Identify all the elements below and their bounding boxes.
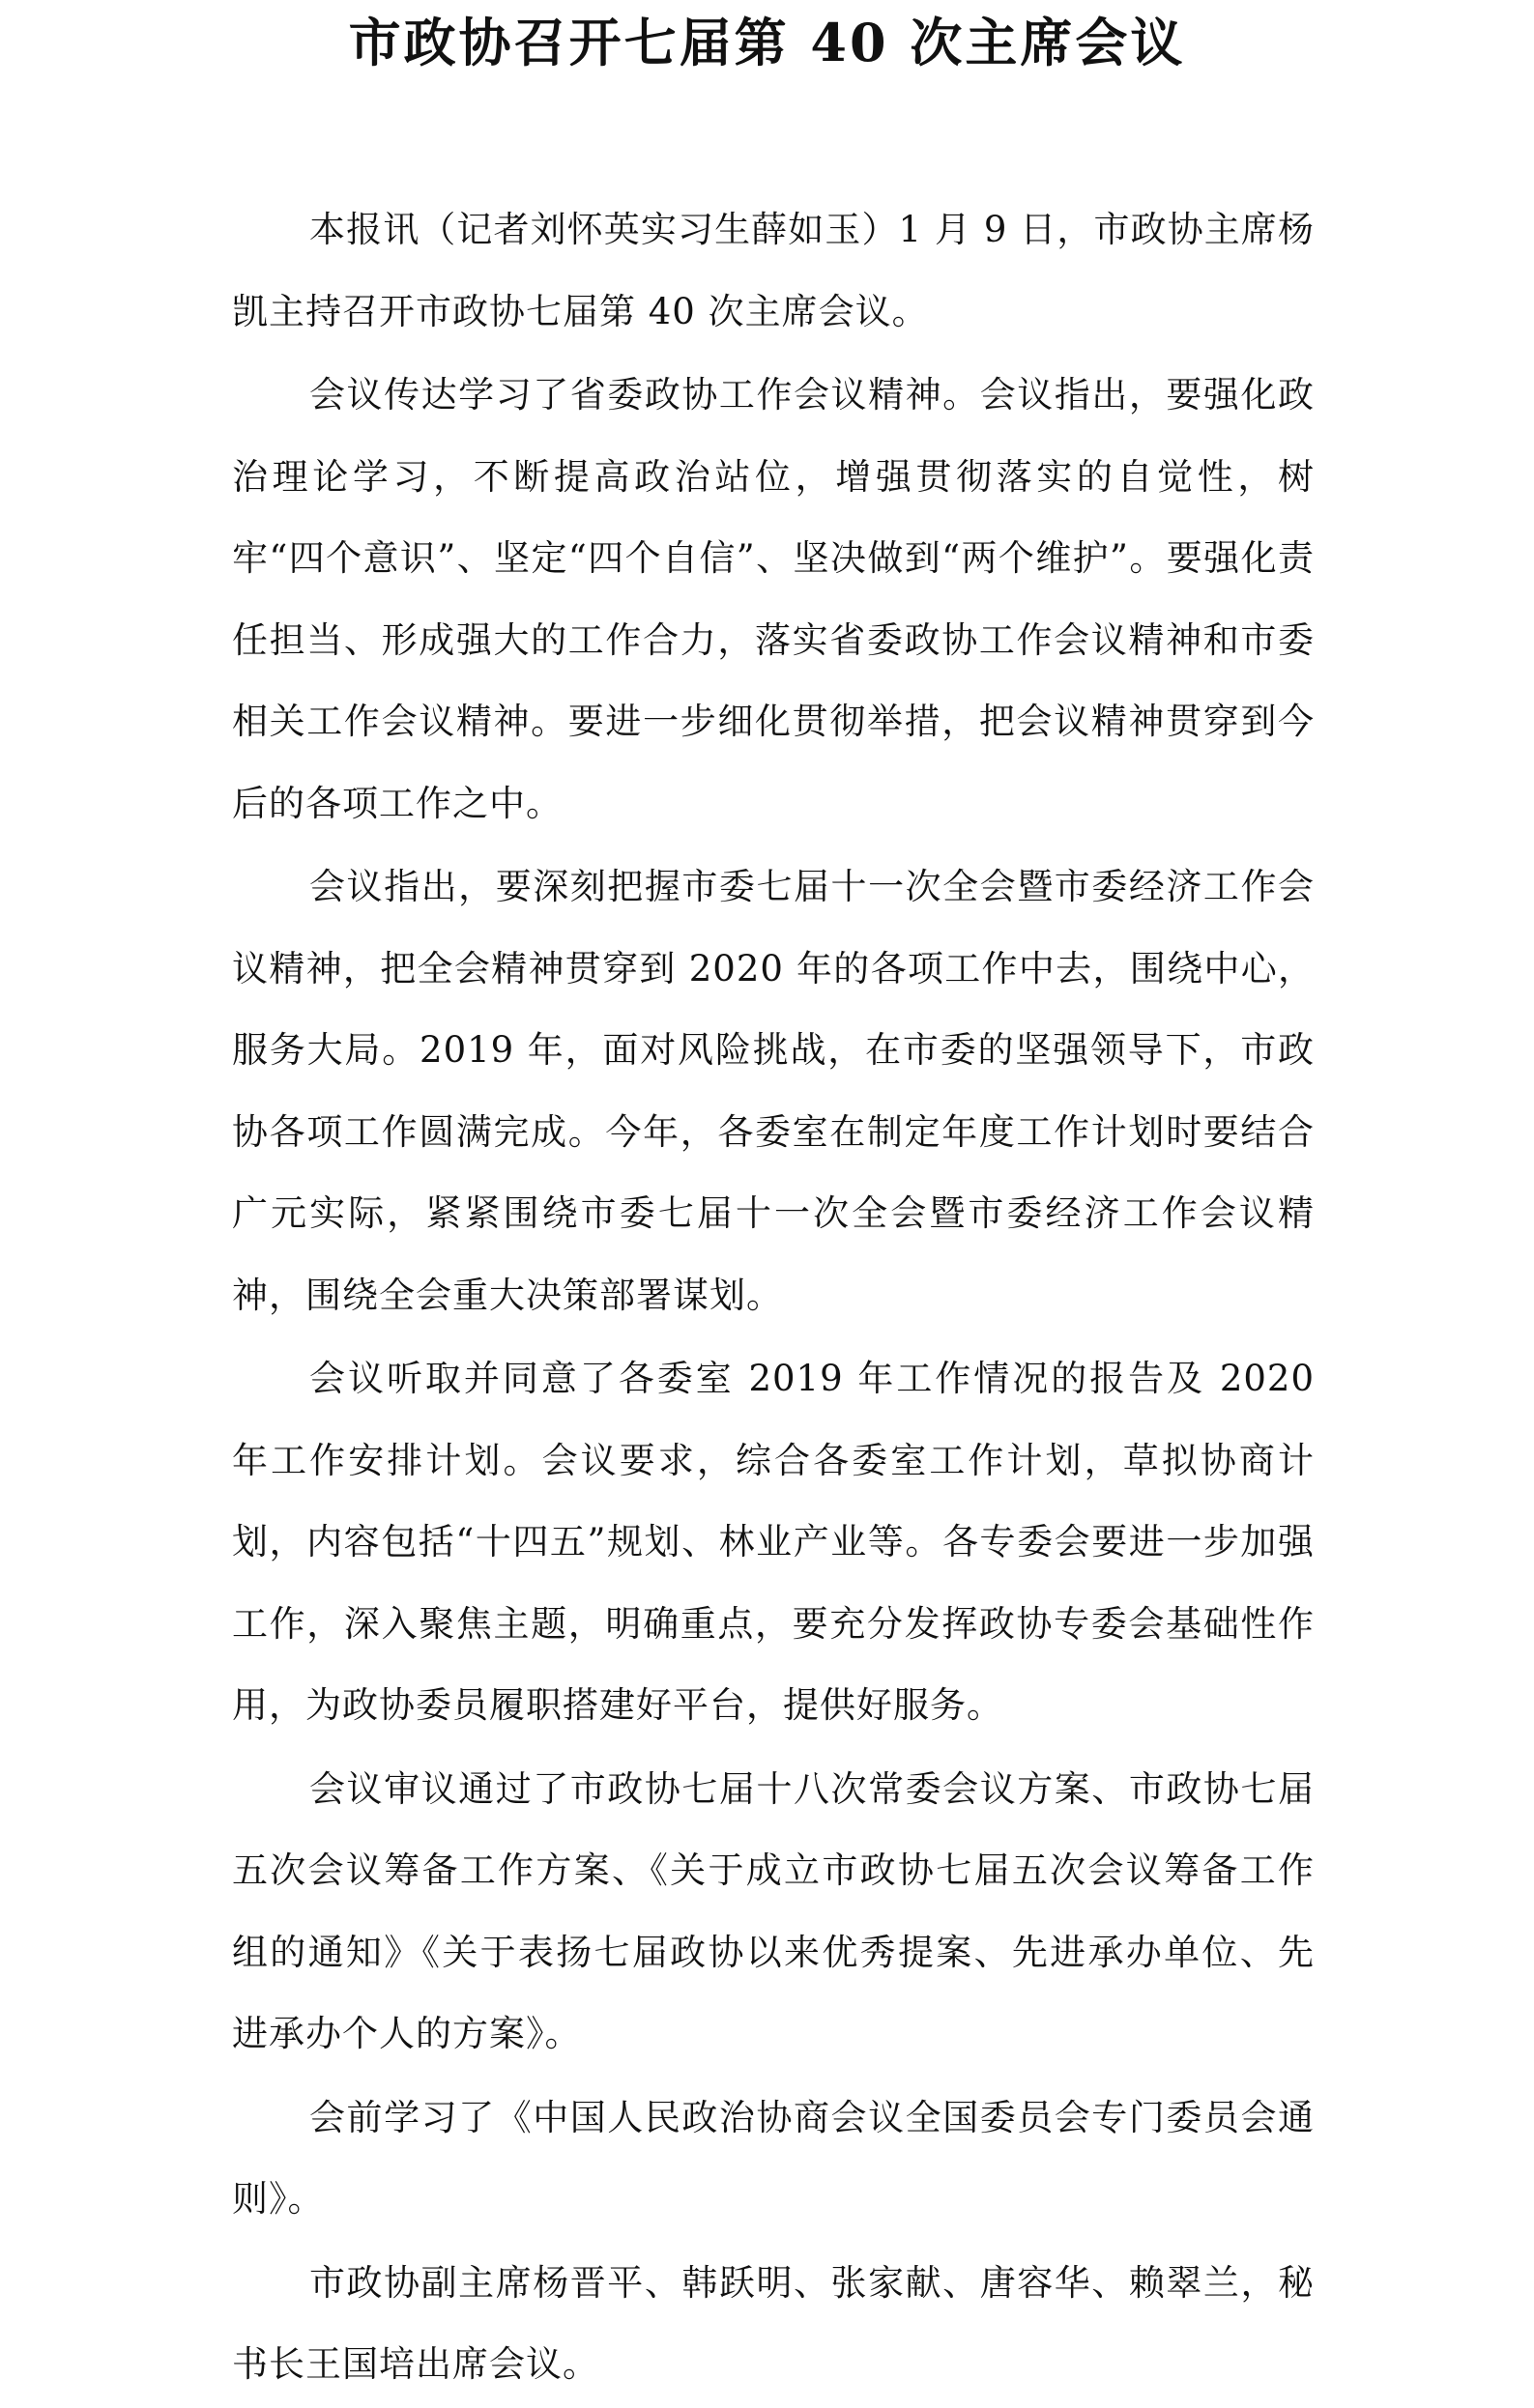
article-paragraph: 会前学习了《中国人民政治协商会议全国委员会专门委员会通则》。	[232, 2096, 1315, 2220]
article-paragraph: 会议审议通过了市政协七届十八次常委会议方案、市政协七届五次会议筹备工作方案、《关于成立市政协七届五次会议筹备工作组的通知》《关于表扬七届政协以来优秀提案、先进承办单位、先进承办个人的方案》。	[232, 1767, 1315, 2054]
article-paragraph: 会议听取并同意了各委室 2019 年工作情况的报告及 2020 年工作安排计划。会议要求，综合各委室工作计划，草拟协商计划，内容包括“十四五”规划、林业产业等。各专委会要进一步加强工作，深入聚焦主题，明确重点，要充分发挥政协专委会基础性作用，为政协委员履职搭建好平台，提供好服务。	[232, 1358, 1315, 1726]
article-body	[232, 189, 1315, 2408]
article-paragraph: 会议传达学习了省委政协工作会议精神。会议指出，要强化政治理论学习，不断提高政治站位，增强贯彻落实的自觉性，树牢“四个意识”、坚定“四个自信”、坚决做到“两个维护”。要强化责任担当、形成强大的工作合力，落实省委政协工作会议精神和市委相关工作会议精神。要进一步细化贯彻举措，把会议精神贯穿到今后的各项工作之中。	[232, 374, 1315, 824]
article-paragraph: 市政协副主席杨晋平、韩跃明、张家献、唐容华、赖翠兰，秘书长王国培出席会议。	[232, 2261, 1315, 2385]
article-title: 市政协召开七届第 40 次主席会议	[348, 12, 1186, 73]
article-paragraph: 本报讯（记者刘怀英实习生薛如玉）1 月 9 日，市政协主席杨凯主持召开市政协七届第 40 次主席会议。	[232, 209, 1315, 332]
article-paragraph: 会议指出，要深刻把握市委七届十一次全会暨市委经济工作会议精神，把全会精神贯穿到 2020 年的各项工作中去，围绕中心，服务大局。2019 年，面对风险挑战，在市委的坚强领导下，市政协各项工作圆满完成。今年，各委室在制定年度工作计划时要结合广元实际，紧紧围绕市委七届十一次全会暨市委经济工作会议精神，围绕全会重大决策部署谋划。	[232, 866, 1315, 1316]
